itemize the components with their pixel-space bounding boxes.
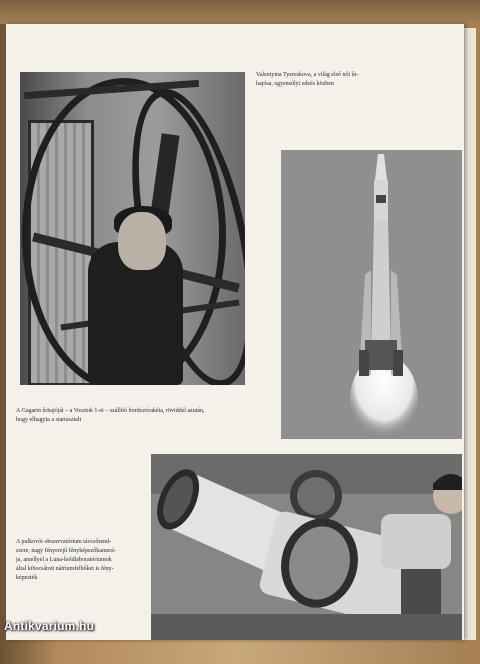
vostok-rocket-photo [281,150,462,439]
pulkovo-telescope-photo [151,454,462,640]
telescope-illustration [151,454,462,640]
caption-tereshkova: Valentyina Tyereskova, a világ első női űr- hajósa, egyensúlyi edzés közben [256,72,359,87]
tereshkova-training-photo [20,72,245,385]
figure-head [118,212,166,270]
book-background-top [0,0,480,24]
rocket-illustration [281,150,462,439]
site-watermark: Antikvarium.hu [4,619,95,633]
caption-gagarin-rocket: A Gagarin űrhajóját – a Vosztok 1-et – szállító hordozórakéta, röviddel azután, hogy elhagyta a startasztalt [16,408,205,423]
caption-pulkovo-observatory: A pulkovói obszervatórium távcsőrend- szere, nagy fényerejű fényképezőkamerá- ja, amellyel a Luna-holdlaboratóriumok által kibocsátott nátriumfelhőket is fény- képezték [16,539,116,581]
page-stack-edge [462,28,476,640]
